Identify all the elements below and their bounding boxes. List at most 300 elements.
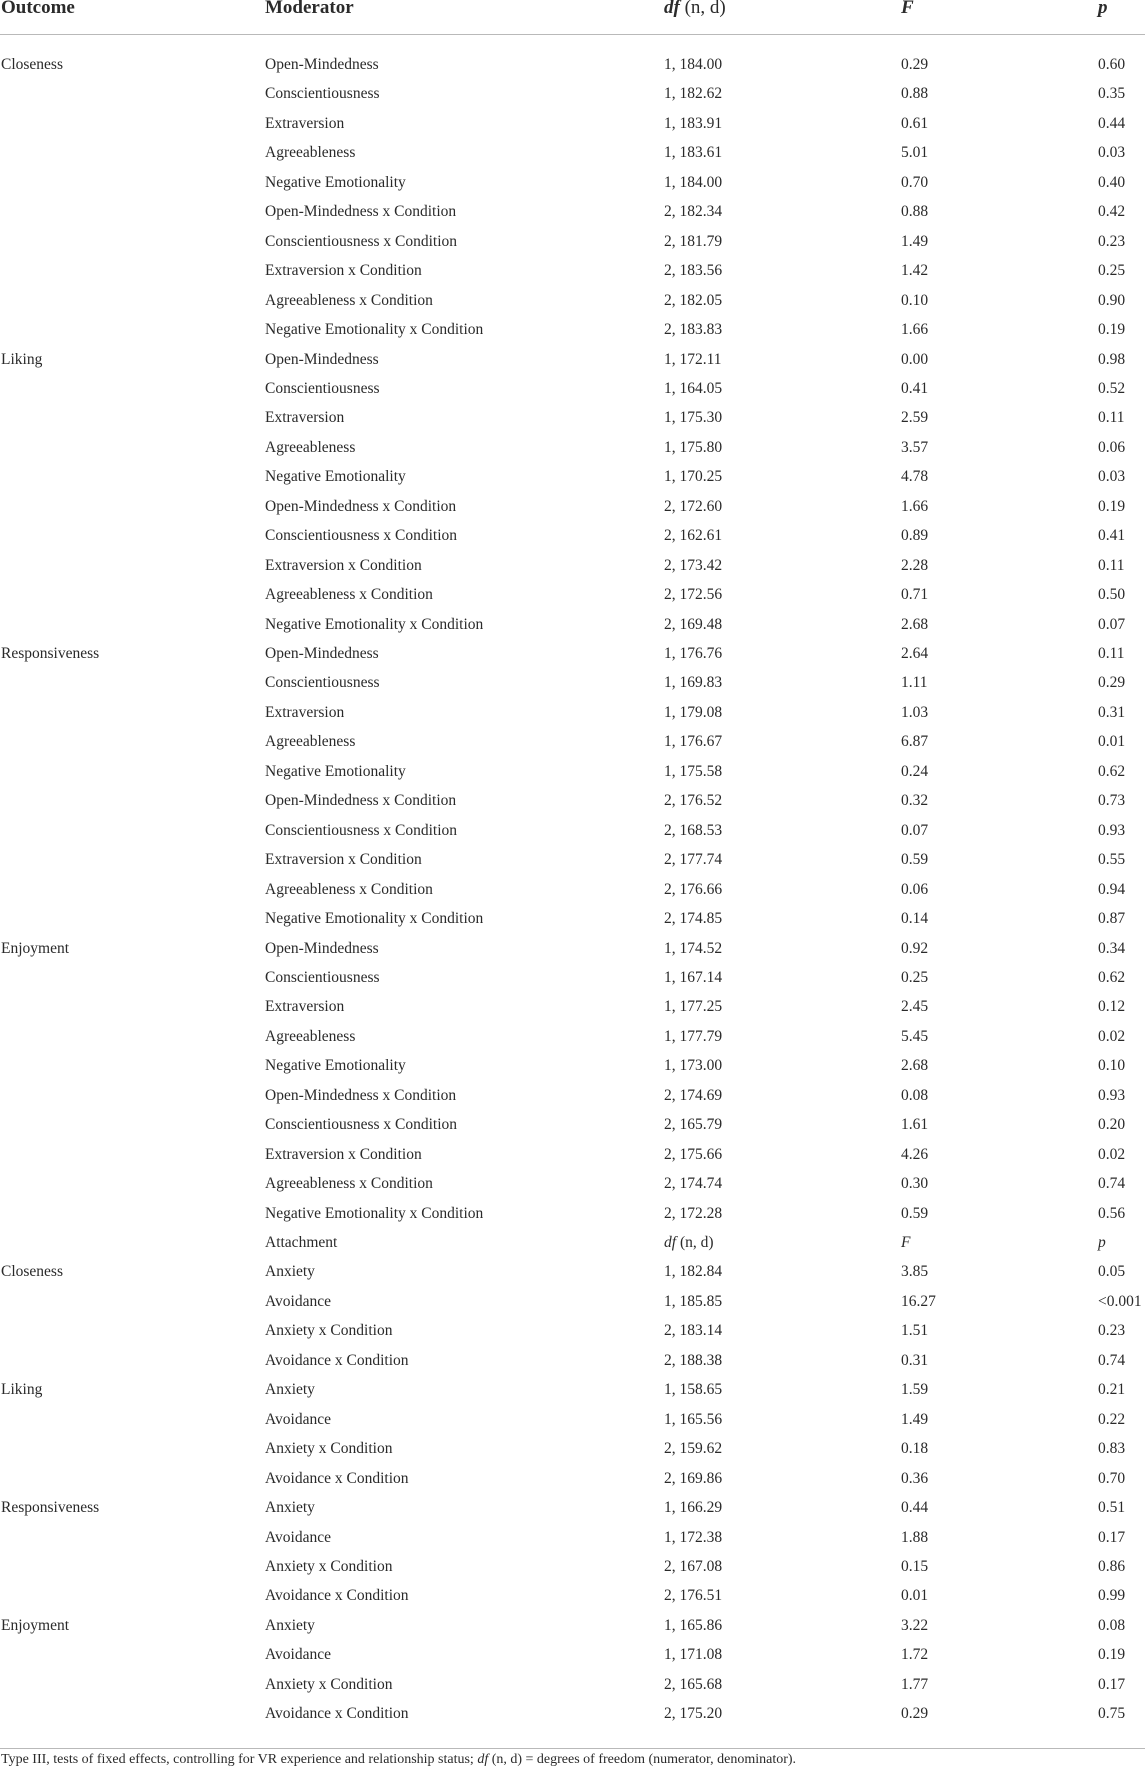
table-row <box>0 1375 1145 1405</box>
cell-p: 0.03 <box>1098 144 1126 162</box>
cell-f: 4.26 <box>901 1145 929 1163</box>
table-row <box>0 109 1145 139</box>
cell-f: 1.61 <box>901 1116 929 1134</box>
cell-p: 0.44 <box>1098 114 1126 132</box>
cell-p: 0.05 <box>1098 1263 1126 1281</box>
cell-df: 2, 168.53 <box>664 821 723 839</box>
table-row <box>0 315 1145 345</box>
header-df-rest: (n, d) <box>679 0 726 18</box>
cell-p: 0.60 <box>1098 56 1126 73</box>
table-row <box>0 1051 1145 1081</box>
cell-f: 0.71 <box>901 586 929 604</box>
cell-f: 0.88 <box>901 203 929 221</box>
cell-f: 0.44 <box>901 1499 929 1517</box>
cell-f: 0.31 <box>901 1351 929 1369</box>
cell-p: 0.50 <box>1098 586 1126 604</box>
cell-f: 0.24 <box>901 762 929 780</box>
cell-moderator: Extraversion x Condition <box>265 851 422 869</box>
cell-moderator: Anxiety x Condition <box>265 1440 393 1458</box>
cell-f: F <box>901 1234 911 1251</box>
cell-p: 0.17 <box>1098 1675 1126 1693</box>
cell-outcome: Responsiveness <box>1 645 100 662</box>
cell-p: 0.99 <box>1098 1587 1126 1605</box>
cell-moderator: Avoidance x Condition <box>265 1351 409 1369</box>
cell-moderator: Extraversion <box>265 409 345 427</box>
table-row <box>0 256 1145 286</box>
cell-f: 0.29 <box>901 56 929 73</box>
footnote-part2: (n, d) = degrees of freedom (numerator, denominator). <box>488 1752 797 1767</box>
cell-df: 2, 176.51 <box>664 1587 723 1605</box>
cell-df: 1, 184.00 <box>664 173 723 191</box>
cell-moderator: Open-Mindedness <box>265 56 379 73</box>
cell-df: 1, 175.30 <box>664 409 723 427</box>
cell-f: 0.88 <box>901 85 929 103</box>
cell-p: 0.62 <box>1098 968 1126 986</box>
cell-df: 1, 173.00 <box>664 1057 723 1075</box>
cell-f: 0.41 <box>901 379 929 397</box>
table-row <box>0 1081 1145 1111</box>
table-row <box>0 521 1145 551</box>
cell-f: 1.88 <box>901 1528 929 1546</box>
cell-df: 1, 175.80 <box>664 438 723 456</box>
cell-p: 0.83 <box>1098 1440 1126 1458</box>
cell-moderator: Extraversion <box>265 998 345 1016</box>
table-row <box>0 1699 1145 1729</box>
cell-moderator: Extraversion x Condition <box>265 556 422 574</box>
cell-f: 0.59 <box>901 851 929 869</box>
cell-p: 0.41 <box>1098 527 1126 545</box>
cell-f: 0.70 <box>901 173 929 191</box>
cell-p: 0.11 <box>1098 409 1125 427</box>
cell-df: 2, 183.83 <box>664 321 723 339</box>
cell-moderator: Anxiety <box>265 1616 315 1634</box>
cell-df: 2, 183.14 <box>664 1322 723 1340</box>
cell-moderator: Negative Emotionality x Condition <box>265 1204 484 1222</box>
cell-p: 0.12 <box>1098 998 1126 1016</box>
cell-f: 2.68 <box>901 615 929 633</box>
cell-moderator: Agreeableness x Condition <box>265 880 433 898</box>
cell-p: 0.73 <box>1098 792 1126 810</box>
cell-f: 1.49 <box>901 1410 929 1428</box>
cell-moderator: Extraversion <box>265 703 345 721</box>
cell-moderator: Negative Emotionality <box>265 173 406 191</box>
cell-f: 2.45 <box>901 998 929 1016</box>
cell-p: 0.25 <box>1098 262 1126 280</box>
table-header <box>0 0 1145 35</box>
table-row <box>0 168 1145 198</box>
cell-df: 1, 182.84 <box>664 1263 723 1281</box>
cell-outcome: Responsiveness <box>1 1499 100 1517</box>
cell-moderator: Negative Emotionality <box>265 1057 406 1075</box>
cell-moderator: Open-Mindedness x Condition <box>265 792 457 810</box>
cell-f: 0.01 <box>901 1587 929 1605</box>
table-row <box>0 610 1145 640</box>
cell-moderator: Conscientiousness x Condition <box>265 821 458 839</box>
cell-f: 2.28 <box>901 556 929 574</box>
cell-f: 0.92 <box>901 939 929 957</box>
cell-moderator: Anxiety x Condition <box>265 1557 393 1575</box>
cell-df: 1, 179.08 <box>664 703 723 721</box>
cell-df: 1, 172.38 <box>664 1528 723 1546</box>
cell-p: 0.42 <box>1098 203 1126 221</box>
cell-df: 2, 165.79 <box>664 1116 723 1134</box>
cell-df-italic: df <box>664 1234 677 1251</box>
table-row <box>0 286 1145 316</box>
cell-f: 0.25 <box>901 968 929 986</box>
table-row <box>0 1140 1145 1170</box>
cell-p: 0.23 <box>1098 1322 1126 1340</box>
cell-outcome: Enjoyment <box>1 939 70 957</box>
cell-moderator: Avoidance x Condition <box>265 1705 409 1723</box>
header-df-italic: df <box>664 0 680 18</box>
cell-p: 0.51 <box>1098 1499 1126 1517</box>
table-row <box>0 197 1145 227</box>
table-row <box>0 1434 1145 1464</box>
cell-f: 0.18 <box>901 1440 929 1458</box>
cell-moderator: Negative Emotionality x Condition <box>265 321 484 339</box>
cell-df: 1, 172.11 <box>664 350 722 368</box>
cell-p: 0.90 <box>1098 291 1126 309</box>
header-outcome: Outcome <box>1 0 75 18</box>
cell-df: 2, 182.34 <box>664 203 723 221</box>
header-p: p <box>1098 0 1108 18</box>
cell-f: 5.45 <box>901 1027 929 1045</box>
cell-moderator: Conscientiousness <box>265 968 380 986</box>
cell-p: 0.98 <box>1098 350 1126 368</box>
cell-p: 0.22 <box>1098 1410 1126 1428</box>
table-row <box>0 1640 1145 1670</box>
cell-f: 4.78 <box>901 468 929 486</box>
cell-p: 0.19 <box>1098 1646 1126 1664</box>
cell-outcome: Liking <box>1 350 43 368</box>
cell-f: 1.42 <box>901 262 929 280</box>
cell-df: 2, 165.68 <box>664 1675 723 1693</box>
table-row <box>0 639 1145 669</box>
cell-df: 1, 177.25 <box>664 998 723 1016</box>
cell-f: 1.66 <box>901 497 929 515</box>
cell-moderator: Negative Emotionality x Condition <box>265 615 484 633</box>
table-row <box>0 1110 1145 1140</box>
cell-moderator: Conscientiousness <box>265 379 380 397</box>
cell-moderator: Anxiety <box>265 1499 315 1517</box>
cell-moderator: Conscientiousness <box>265 674 380 692</box>
cell-df: 1, 176.76 <box>664 645 723 662</box>
cell-moderator: Conscientiousness x Condition <box>265 527 458 545</box>
header-df <box>664 0 726 19</box>
cell-p: 0.40 <box>1098 173 1126 191</box>
cell-df: 2, 175.66 <box>664 1145 723 1163</box>
cell-p: 0.21 <box>1098 1381 1126 1399</box>
cell-df: 2, 175.20 <box>664 1705 723 1723</box>
cell-df: 2, 188.38 <box>664 1351 723 1369</box>
cell-p: 0.31 <box>1098 703 1126 721</box>
cell-f: 0.61 <box>901 114 929 132</box>
table-row <box>0 698 1145 728</box>
table-row <box>0 1493 1145 1523</box>
cell-f: 0.29 <box>901 1705 929 1723</box>
table-row <box>0 786 1145 816</box>
cell-f: 2.68 <box>901 1057 929 1075</box>
table-row <box>0 1316 1145 1346</box>
cell-moderator: Attachment <box>265 1234 338 1251</box>
cell-df: 1, 167.14 <box>664 968 723 986</box>
cell-p: 0.87 <box>1098 910 1126 928</box>
cell-p: 0.20 <box>1098 1116 1126 1134</box>
cell-p: 0.10 <box>1098 1057 1126 1075</box>
table-row <box>0 1523 1145 1553</box>
table-row <box>0 757 1145 787</box>
cell-moderator: Open-Mindedness <box>265 939 379 957</box>
cell-df: 1, 183.61 <box>664 144 723 162</box>
cell-df: 1, 164.05 <box>664 379 723 397</box>
cell-moderator: Open-Mindedness x Condition <box>265 203 457 221</box>
table-row <box>0 727 1145 757</box>
cell-df: 2, 174.74 <box>664 1175 723 1193</box>
cell-df: 2, 182.05 <box>664 291 723 309</box>
cell-f: 1.49 <box>901 232 929 250</box>
cell-df: 2, 176.52 <box>664 792 723 810</box>
cell-df: 1, 158.65 <box>664 1381 723 1399</box>
cell-p: 0.17 <box>1098 1528 1126 1546</box>
cell-f: 0.10 <box>901 291 929 309</box>
cell-moderator: Avoidance x Condition <box>265 1587 409 1605</box>
table-row <box>0 1581 1145 1611</box>
table-row <box>0 845 1145 875</box>
cell-df: 2, 172.60 <box>664 497 723 515</box>
table-row <box>0 1199 1145 1229</box>
table-row <box>0 816 1145 846</box>
cell-df: 1, 170.25 <box>664 468 723 486</box>
cell-moderator: Anxiety <box>265 1381 315 1399</box>
cell-f: 0.89 <box>901 527 929 545</box>
cell-p: 0.74 <box>1098 1351 1126 1369</box>
cell-f: 16.27 <box>901 1292 936 1310</box>
cell-moderator: Extraversion <box>265 114 345 132</box>
cell-df: 1, 174.52 <box>664 939 723 957</box>
cell-p: <0.001 <box>1098 1292 1142 1310</box>
cell-moderator: Avoidance <box>265 1410 331 1428</box>
cell-p: 0.06 <box>1098 438 1126 456</box>
cell-p: 0.94 <box>1098 880 1126 898</box>
cell-moderator: Avoidance x Condition <box>265 1469 409 1487</box>
cell-f: 1.51 <box>901 1322 929 1340</box>
cell-p: 0.86 <box>1098 1557 1126 1575</box>
table-row <box>0 138 1145 168</box>
cell-p: 0.55 <box>1098 851 1126 869</box>
cell-f: 2.64 <box>901 645 929 662</box>
cell-moderator: Agreeableness <box>265 438 356 456</box>
cell-f: 0.08 <box>901 1086 929 1104</box>
cell-df: 2, 159.62 <box>664 1440 723 1458</box>
cell-f: 0.32 <box>901 792 929 810</box>
cell-df: 2, 173.42 <box>664 556 723 574</box>
cell-df: 2, 169.48 <box>664 615 723 633</box>
cell-df: 2, 169.86 <box>664 1469 723 1487</box>
cell-moderator: Open-Mindedness <box>265 350 379 368</box>
cell-df: 2, 172.28 <box>664 1204 723 1222</box>
cell-df: 2, 162.61 <box>664 527 723 545</box>
cell-df: 2, 172.56 <box>664 586 723 604</box>
table-row <box>0 1464 1145 1494</box>
cell-df: 1, 169.83 <box>664 674 723 692</box>
cell-p: 0.07 <box>1098 615 1126 633</box>
cell-p: 0.03 <box>1098 468 1126 486</box>
cell-p: 0.35 <box>1098 85 1126 103</box>
cell-f: 6.87 <box>901 733 929 751</box>
cell-p: 0.74 <box>1098 1175 1126 1193</box>
cell-f: 3.57 <box>901 438 929 456</box>
cell-moderator: Anxiety <box>265 1263 315 1281</box>
cell-p: 0.62 <box>1098 762 1126 780</box>
cell-outcome: Liking <box>1 1381 43 1399</box>
cell-df: 1, 177.79 <box>664 1027 723 1045</box>
cell-p: 0.19 <box>1098 321 1126 339</box>
cell-moderator: Conscientiousness x Condition <box>265 1116 458 1134</box>
table-row <box>0 580 1145 610</box>
cell-f: 3.85 <box>901 1263 929 1281</box>
footnote-part1: Type III, tests of fixed effects, controlling for VR experience and relationship status; <box>1 1752 478 1767</box>
table-row <box>0 50 1145 80</box>
cell-p: 0.52 <box>1098 379 1126 397</box>
cell-df: 1, 171.08 <box>664 1646 723 1664</box>
cell-p: 0.23 <box>1098 232 1126 250</box>
header-moderator: Moderator <box>265 0 354 18</box>
cell-moderator: Negative Emotionality <box>265 762 406 780</box>
table-row <box>0 668 1145 698</box>
cell-df <box>664 1228 714 1258</box>
cell-moderator: Conscientiousness x Condition <box>265 232 458 250</box>
cell-p: 0.93 <box>1098 821 1126 839</box>
cell-f: 0.06 <box>901 880 929 898</box>
cell-p: 0.29 <box>1098 674 1126 692</box>
table-bottom-rule <box>0 1748 1145 1749</box>
table-row <box>0 403 1145 433</box>
table-row <box>0 374 1145 404</box>
cell-p: 0.34 <box>1098 939 1126 957</box>
table-row <box>0 462 1145 492</box>
cell-moderator: Open-Mindedness x Condition <box>265 1086 457 1104</box>
cell-f: 1.03 <box>901 703 929 721</box>
cell-moderator: Conscientiousness <box>265 85 380 103</box>
table-row <box>0 1611 1145 1641</box>
cell-p: 0.02 <box>1098 1145 1126 1163</box>
cell-moderator: Avoidance <box>265 1528 331 1546</box>
cell-p: 0.56 <box>1098 1204 1126 1222</box>
table-row <box>0 963 1145 993</box>
table-row <box>0 1670 1145 1700</box>
table-subheader-row <box>0 1228 1145 1258</box>
cell-moderator: Agreeableness <box>265 733 356 751</box>
cell-df: 1, 176.67 <box>664 733 723 751</box>
table-row <box>0 492 1145 522</box>
cell-moderator: Negative Emotionality x Condition <box>265 910 484 928</box>
cell-f: 1.66 <box>901 321 929 339</box>
cell-moderator: Avoidance <box>265 1292 331 1310</box>
cell-moderator: Extraversion x Condition <box>265 1145 422 1163</box>
cell-f: 0.59 <box>901 1204 929 1222</box>
table-row <box>0 934 1145 964</box>
table-row <box>0 79 1145 109</box>
table-row <box>0 551 1145 581</box>
cell-df: 1, 166.29 <box>664 1499 723 1517</box>
table-row <box>0 1169 1145 1199</box>
cell-f: 3.22 <box>901 1616 929 1634</box>
footnote-df-italic: df <box>477 1752 489 1767</box>
cell-f: 5.01 <box>901 144 929 162</box>
cell-moderator: Agreeableness <box>265 1027 356 1045</box>
cell-moderator: Agreeableness x Condition <box>265 1175 433 1193</box>
table-row <box>0 875 1145 905</box>
cell-moderator: Anxiety x Condition <box>265 1675 393 1693</box>
cell-df: 2, 183.56 <box>664 262 723 280</box>
cell-moderator: Agreeableness x Condition <box>265 291 433 309</box>
cell-f: 1.77 <box>901 1675 929 1693</box>
table-footnote <box>1 1752 796 1768</box>
cell-moderator: Extraversion x Condition <box>265 262 422 280</box>
cell-moderator: Agreeableness x Condition <box>265 586 433 604</box>
cell-f: 2.59 <box>901 409 929 427</box>
table-row <box>0 433 1145 463</box>
header-f: F <box>901 0 914 18</box>
cell-df: 2, 176.66 <box>664 880 723 898</box>
table-row <box>0 227 1145 257</box>
cell-p: p <box>1098 1234 1106 1251</box>
table-row <box>0 904 1145 934</box>
cell-p: 0.11 <box>1098 645 1125 662</box>
cell-df: 1, 185.85 <box>664 1292 723 1310</box>
cell-df: 1, 183.91 <box>664 114 723 132</box>
cell-df: 2, 167.08 <box>664 1557 723 1575</box>
cell-f: 1.11 <box>901 674 928 692</box>
cell-df: 1, 165.56 <box>664 1410 723 1428</box>
table-row <box>0 345 1145 375</box>
cell-p: 0.02 <box>1098 1027 1126 1045</box>
cell-f: 0.07 <box>901 821 929 839</box>
cell-p: 0.19 <box>1098 497 1126 515</box>
cell-outcome: Enjoyment <box>1 1616 70 1634</box>
cell-p: 0.75 <box>1098 1705 1126 1723</box>
cell-f: 0.15 <box>901 1557 929 1575</box>
cell-p: 0.01 <box>1098 733 1126 751</box>
table-row <box>0 1287 1145 1317</box>
cell-df: 2, 177.74 <box>664 851 723 869</box>
cell-df: 2, 181.79 <box>664 232 723 250</box>
table-row <box>0 1346 1145 1376</box>
cell-outcome: Closeness <box>1 56 63 73</box>
cell-outcome: Closeness <box>1 1263 63 1281</box>
cell-f: 1.59 <box>901 1381 929 1399</box>
table-row <box>0 1552 1145 1582</box>
cell-df: 2, 174.85 <box>664 910 723 928</box>
cell-moderator: Open-Mindedness <box>265 645 379 662</box>
table-row <box>0 1257 1145 1287</box>
table-row <box>0 1022 1145 1052</box>
cell-f: 0.00 <box>901 350 929 368</box>
cell-f: 0.14 <box>901 910 929 928</box>
table-row <box>0 992 1145 1022</box>
cell-moderator: Negative Emotionality <box>265 468 406 486</box>
cell-f: 0.30 <box>901 1175 929 1193</box>
table-row <box>0 1405 1145 1435</box>
cell-f: 0.36 <box>901 1469 929 1487</box>
cell-p: 0.11 <box>1098 556 1125 574</box>
cell-df: 2, 174.69 <box>664 1086 723 1104</box>
cell-df: 1, 184.00 <box>664 56 723 73</box>
cell-moderator: Agreeableness <box>265 144 356 162</box>
cell-moderator: Avoidance <box>265 1646 331 1664</box>
cell-moderator: Open-Mindedness x Condition <box>265 497 457 515</box>
cell-p: 0.93 <box>1098 1086 1126 1104</box>
